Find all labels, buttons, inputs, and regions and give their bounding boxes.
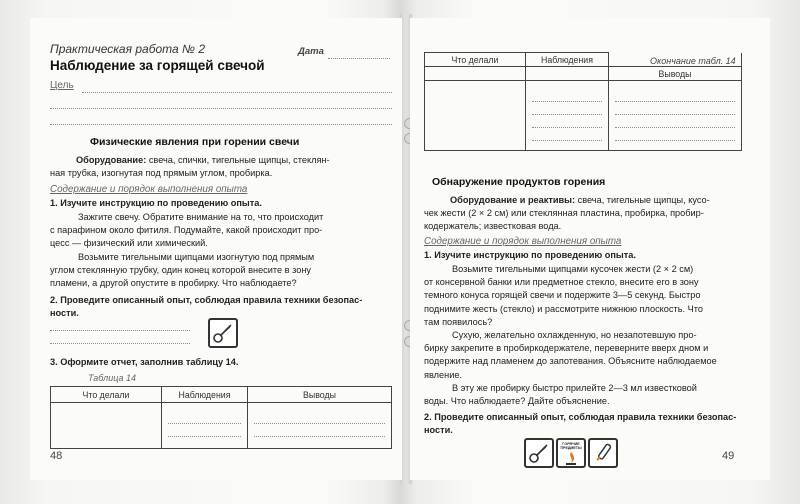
text-line: ности. [50,308,79,319]
step-1: 1. Изучите инструкцию по проведению опыта. [424,250,636,260]
table-header: Выводы [248,387,392,403]
step-2 [424,411,754,437]
equipment-label: Оборудование: [76,155,147,165]
table-header: Наблюдения [162,387,248,403]
procedure-heading: Содержание и порядок выполнения опыта [424,236,622,247]
equipment-block [424,194,754,234]
date-field-line [328,58,390,59]
equipment-block [50,154,395,180]
instruction-text [50,211,395,290]
text-line: подержите над пламенем до запотевания. Объясните наблюдаемое [424,356,717,367]
table-header: Выводы [609,67,742,81]
text-line: Зажгите свечу. Обратите внимание на то, что происходит [78,212,324,222]
text-line: от консервной банки или предметное стекло, внесите его в зону [424,277,699,288]
text-line: Возьмите тигельными щипцами изогнутую под прямым [78,251,315,262]
text-line: цесс — физический или химический. [50,238,208,249]
text-line: углом стеклянную трубку, один конец которой внесите в зону [50,264,311,275]
text-line: поднимите жесть (стекло) и рассмотрите нижнюю плоскость. Что [424,303,703,314]
step-2 [50,294,395,320]
table-cell[interactable] [425,81,526,151]
text-line: 2. Проведите описанный опыт, соблюдая правила техники безопас- [50,295,363,305]
equipment-label: Оборудование и реактивы: [450,195,576,205]
table-header: Что делали [425,53,526,67]
faded-line [50,330,190,331]
goal-label: Цель [50,80,74,91]
table-cell[interactable] [526,81,609,151]
left-page [30,18,402,480]
text-line: с парафином около фитиля. Подумайте, какой происходит про- [50,225,323,236]
observation-table-continued [424,52,742,151]
table-header: Что делали [51,387,162,403]
right-page [410,18,770,480]
equipment-text: ная трубка, изогнутая под прямым углом, пробирка. [50,168,273,179]
page-number: 49 [722,450,735,462]
text-line: Возьмите тигельными щипцами кусочек жести (2 × 2 см) [452,264,694,274]
text-line: кодержатель; известковая вода. [424,221,562,232]
date-label: Дата [298,46,324,57]
table-cell[interactable] [609,81,742,151]
table-cell[interactable] [51,403,162,449]
section-heading: Обнаружение продуктов горения [432,176,606,188]
table-header: Наблюдения [526,53,609,67]
icon-caption: ГОРЯЧИЕ ПРЕДМЕТЫ [560,442,582,450]
procedure-heading: Содержание и порядок выполнения опыта [50,184,248,195]
text-line: 2. Проведите описанный опыт, соблюдая правила техники безопас- [424,412,737,422]
text-line: Сухую, желательно охлажденную, но незапотевшую про- [452,330,697,341]
text-line: темного конуса горящей свечи и подержите 3—5 секунд. Быстро [424,290,701,301]
table-caption: Таблица 14 [88,373,137,383]
goal-line [82,92,392,93]
page-title: Наблюдение за горящей свечой [50,58,265,73]
tongs-safety-icon [208,318,238,348]
goal-line [50,124,392,125]
text-line: пламени, а другой опустите в пробирку. Что наблюдаете? [50,278,297,289]
tongs-safety-icon [524,438,554,468]
text-line: чек жести (2 × 2 см) или стеклянная пластина, пробирка, пробир- [424,208,704,219]
observation-table [50,386,392,449]
equipment-text: свеча, тигельные щипцы, кусо- [575,195,710,205]
text-line: там появилось? [424,316,493,327]
equipment-text: свеча, спички, тигельные щипцы, стеклян- [146,155,330,165]
table-cell[interactable] [162,403,248,449]
table-cell[interactable] [248,403,392,449]
step-3: 3. Оформите отчет, заполнив таблицу 14. [50,357,239,367]
table-caption: Окончание табл. 14 [650,56,736,66]
instruction-text [424,263,754,408]
hot-objects-icon [556,438,586,468]
text-line: ности. [424,425,453,436]
text-line: В эту же пробирку быстро прилейте 2—3 мл известковой [452,382,697,393]
work-label: Практическая работа № 2 [50,42,205,56]
text-line: бирку закрепите в пробиркодержателе, переверните вверх дном и [424,343,709,354]
goal-line [50,108,392,109]
page-number: 48 [50,450,63,462]
text-line: явление. [424,369,462,380]
faded-line [50,343,190,344]
step-1: 1. Изучите инструкцию по проведению опыта. [50,198,262,208]
section-heading: Физические явления при горении свечи [90,136,300,148]
test-tube-icon [588,438,618,468]
text-line: воды. Что наблюдаете? Дайте объяснение. [424,396,610,407]
